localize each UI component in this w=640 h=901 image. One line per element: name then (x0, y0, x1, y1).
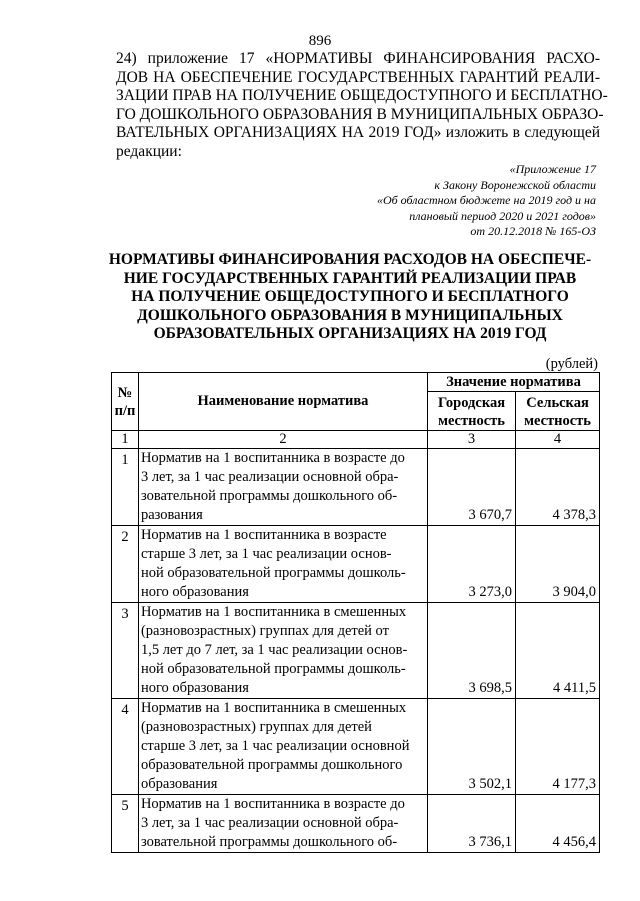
row-number: 3 (112, 603, 139, 699)
column-number: 2 (138, 431, 427, 449)
norm-name-line: ной образовательной программы дошколь- (140, 565, 406, 581)
norm-name-line: ного образования (140, 584, 249, 600)
title-line: ОБРАЗОВАТЕЛЬНЫХ ОРГАНИЗАЦИЯХ НА 2019 ГОД (153, 325, 547, 342)
norm-name-line: Норматив на 1 воспитанника в возрасте до (140, 450, 405, 466)
table-row (112, 795, 600, 853)
title-line: ДОШКОЛЬНОГО ОБРАЗОВАНИЯ В МУНИЦИПАЛЬНЫХ (137, 306, 563, 324)
page-number: 896 (308, 33, 332, 49)
norm-name-line: 3 лет, за 1 час реализации основной обра- (140, 815, 399, 831)
norm-name-line: Норматив на 1 воспитанника в смешенных (140, 604, 407, 620)
appendix-reference (256, 162, 596, 240)
norms-table (111, 372, 600, 853)
norm-name (138, 449, 427, 526)
intro-line: ЗАЦИИ ПРАВ НА ПОЛУЧЕНИЕ ОБЩЕДОСТУПНОГО И БЕСПЛАТНО- (116, 87, 608, 104)
intro-line: ДОВ НА ОБЕСПЕЧЕНИЕ ГОСУДАРСТВЕННЫХ ГАРАНТИЙ РЕАЛИ- (116, 68, 600, 86)
header-value-group: Значение норматива (427, 373, 599, 392)
urban-value: 3 698,5 (427, 603, 515, 699)
norm-name-line: старше 3 лет, за 1 час реализации основной (140, 738, 410, 754)
norm-name-line: старше 3 лет, за 1 час реализации основ- (140, 546, 392, 562)
amendment-paragraph (116, 50, 608, 161)
header-rural (516, 392, 600, 431)
table-row (112, 526, 600, 603)
norm-name (138, 699, 427, 795)
norm-name-line: Норматив на 1 воспитанника в возрасте до (140, 796, 405, 812)
urban-value: 3 736,1 (427, 795, 515, 853)
appendix-line: «Об областном бюджете на 2019 год и на (376, 193, 596, 207)
norm-name-line: Норматив на 1 воспитанника в возрасте (140, 527, 387, 543)
norm-name-line: 1,5 лет до 7 лет, за 1 час реализации основ- (140, 642, 408, 658)
row-number: 5 (112, 795, 139, 853)
urban-value: 3 670,7 (427, 449, 515, 526)
urban-value: 3 502,1 (427, 699, 515, 795)
appendix-line: «Приложение 17 (509, 162, 596, 176)
row-number: 4 (112, 699, 139, 795)
column-number: 4 (516, 431, 600, 449)
table-header-row (112, 373, 600, 392)
column-number: 3 (427, 431, 515, 449)
document-title (100, 251, 600, 344)
appendix-line: от 20.12.2018 № 165-ОЗ (470, 224, 596, 238)
norm-name (138, 603, 427, 699)
norm-name-line: Норматив на 1 воспитанника в смешенных (140, 700, 407, 716)
header-urban-line: Городская (437, 395, 506, 411)
column-number-row (112, 431, 600, 449)
intro-line: редакции: (116, 142, 182, 160)
norm-name-line: образовательной программы дошкольного (140, 757, 403, 773)
title-line: НА ПОЛУЧЕНИЕ ОБЩЕДОСТУПНОГО И БЕСПЛАТНОГО (131, 288, 569, 305)
norm-name-line: ной образовательной программы дошколь- (140, 661, 406, 677)
intro-line: 24) приложение 17 «НОРМАТИВЫ ФИНАНСИРОВАНИЯ РАСХО- (116, 50, 600, 67)
norm-name-line: 3 лет, за 1 час реализации основной обра- (140, 469, 399, 485)
header-name: Наименование норматива (138, 373, 427, 431)
header-number-line: № (117, 384, 133, 401)
norm-name (138, 526, 427, 603)
table-row (112, 603, 600, 699)
norm-name-line: ного образования (140, 680, 249, 696)
appendix-line: к Закону Воронежской области (434, 177, 596, 192)
title-line: НИЕ ГОСУДАРСТВЕННЫХ ГАРАНТИЙ РЕАЛИЗАЦИИ ПРАВ (123, 269, 577, 287)
appendix-line: плановый период 2020 и 2021 годов» (409, 208, 596, 223)
row-number: 1 (112, 449, 139, 526)
rural-value: 4 456,4 (516, 795, 600, 853)
column-number: 1 (112, 431, 139, 449)
header-urban-line: местность (438, 413, 505, 429)
header-urban (427, 392, 515, 431)
intro-line: ВАТЕЛЬНЫХ ОРГАНИЗАЦИЯХ НА 2019 ГОД» изложить в следующей (116, 124, 600, 141)
norm-name-line: зовательной программы дошкольного об- (140, 834, 398, 850)
norm-name-line: (разновозрастных) группах для детей от (140, 623, 389, 639)
rural-value: 3 904,0 (516, 526, 600, 603)
norm-name-line: образования (140, 776, 218, 792)
table-row (112, 699, 600, 795)
header-rural-line: Сельская (526, 395, 589, 411)
norm-name-line: разования (140, 507, 203, 523)
title-line: НОРМАТИВЫ ФИНАНСИРОВАНИЯ РАСХОДОВ НА ОБЕСПЕЧЕ- (108, 251, 592, 268)
rural-value: 4 411,5 (516, 603, 600, 699)
unit-label: (рублей) (545, 356, 598, 372)
table-row (112, 449, 600, 526)
header-number-line: п/п (114, 402, 136, 419)
norm-name (138, 795, 427, 853)
urban-value: 3 273,0 (427, 526, 515, 603)
rural-value: 4 378,3 (516, 449, 600, 526)
norm-name-line: зовательной программы дошкольного об- (140, 488, 398, 504)
header-number (112, 373, 139, 431)
rural-value: 4 177,3 (516, 699, 600, 795)
header-rural-line: местность (524, 413, 591, 429)
row-number: 2 (112, 526, 139, 603)
intro-line: ГО ДОШКОЛЬНОГО ОБРАЗОВАНИЯ В МУНИЦИПАЛЬНЫХ ОБРАЗО- (116, 105, 604, 123)
norm-name-line: (разновозрастных) группах для детей (140, 719, 372, 735)
